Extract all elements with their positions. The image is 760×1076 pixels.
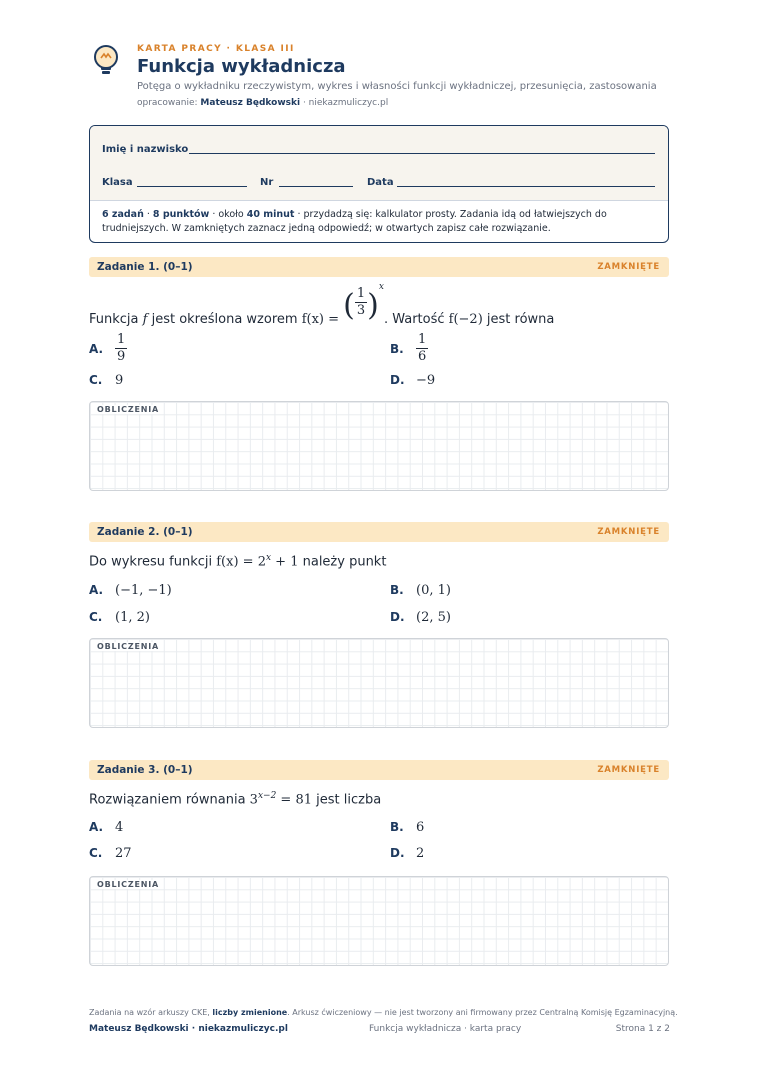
option-value: −9 [416,373,436,388]
q3-exp: x−2 [257,791,277,801]
author-name: Mateusz Będkowski [200,98,301,108]
option-letter: A. [89,583,104,597]
q1-val: f(−2) [448,312,483,327]
option-letter: B. [390,583,404,597]
date-field[interactable] [397,186,655,187]
page-number: Strona 1 z 2 [615,1024,670,1034]
q1-exp: x [378,282,384,292]
footer-title: Funkcja wykładnicza · karta pracy [369,1024,522,1034]
task-2-option-a[interactable] [89,583,172,598]
student-info-box [89,125,669,243]
nr-label: Nr [260,177,274,188]
option-letter: A. [89,820,104,834]
task-1-type-badge: ZAMKNIĘTE [597,262,660,272]
task-3-option-b[interactable] [390,820,424,835]
footer-note-pre: Zadania na wzór arkuszy CKE, [89,1008,213,1017]
name-field[interactable] [189,153,655,154]
info-mid: · około [209,209,247,220]
q1-mid: jest określona wzorem [147,312,302,327]
worksheet-instructions [102,208,656,236]
task-2-option-b[interactable] [390,583,451,598]
option-value: (0, 1) [416,583,451,598]
footer-note-post: . Arkusz ćwiczeniowy — nie jest tworzony ani firmowany przez Centralną Komisję Egzaminacyjną. [287,1008,678,1017]
info-time: 40 minut [246,209,295,220]
info-tasks: 6 zadań [102,209,144,220]
task-2-option-c[interactable] [89,610,150,625]
task-1-option-d[interactable] [390,373,435,388]
task-3-question [89,791,381,807]
q1-f: f [142,312,148,327]
task-1-option-a[interactable] [89,332,127,365]
author-line [137,98,388,108]
task-2-option-d[interactable] [390,610,451,625]
date-label: Data [367,177,394,188]
task-1-work-area[interactable] [89,401,669,491]
option-value: 2 [416,846,425,861]
option-value: 27 [115,846,132,861]
task-2-label: Zadanie 2. (0–1) [97,526,193,538]
option-fraction [115,332,127,365]
worksheet-kicker: KARTA PRACY · KLASA III [137,44,295,54]
task-1-option-b[interactable] [390,332,428,365]
option-letter: C. [89,610,103,624]
info-points: 8 punktów [152,209,210,220]
q2-tail: + 1 [271,554,299,570]
work-area-label: OBLICZENIA [97,405,159,414]
option-letter: D. [390,846,405,860]
task-1-label: Zadanie 1. (0–1) [97,261,193,273]
author-prefix: opracowanie: [137,98,198,108]
q1-fraction [355,286,367,319]
q1-end: jest równa [482,312,555,327]
option-fraction [416,332,428,365]
task-3-option-d[interactable] [390,846,424,861]
student-fields [90,126,668,201]
class-label: Klasa [102,177,133,188]
task-1-header [89,257,669,277]
option-letter: C. [89,373,103,387]
work-area-label: OBLICZENIA [97,880,159,889]
q1-pre: Funkcja [89,312,143,327]
info-rest: · przydadzą się: kalkulator prosty. Zadania idą od łatwiejszych do trudniejszych. W zamkniętych zaznacz jedną odpowiedź; w otwartych zapisz całe rozwiązanie. [102,209,607,234]
option-letter: B. [390,341,404,356]
task-2-header [89,522,669,542]
footer-author: Mateusz Będkowski · niekazmuliczyc.pl [89,1024,288,1034]
option-letter: C. [89,846,103,860]
task-3-work-area[interactable] [89,876,669,966]
option-value: (2, 5) [416,610,451,625]
page-subtitle: Potęga o wykładniku rzeczywistym, wykres i własności funkcji wykładniczej, przesunięcia, zastosowania [137,81,657,92]
option-letter: A. [89,341,104,356]
frac-num: 1 [117,332,126,347]
author-site: · niekazmuliczyc.pl [302,98,389,108]
q1-fx: f(x) = [301,312,339,327]
option-value: (1, 2) [115,610,150,625]
work-area-label: OBLICZENIA [97,642,159,651]
task-2-work-area[interactable] [89,638,669,728]
task-2-question [89,553,386,569]
task-1-question [89,282,555,327]
q1-paren-right: ) [367,288,379,323]
option-letter: D. [390,610,405,624]
q1-post: . Wartość [383,312,449,327]
q2-pre: Do wykresu funkcji [89,554,217,570]
q1-frac-num: 1 [356,286,366,301]
frac-den: 6 [418,349,427,364]
frac-num: 1 [418,332,427,347]
option-value: 9 [115,373,124,388]
task-3-option-a[interactable] [89,820,123,835]
nr-field[interactable] [279,186,353,187]
option-letter: D. [390,373,405,387]
task-3-type-badge: ZAMKNIĘTE [597,765,660,775]
task-3-option-c[interactable] [89,846,132,861]
option-value: 4 [115,820,124,835]
lightbulb-logo-icon [92,44,120,78]
frac-den: 9 [117,349,126,364]
task-3-header [89,760,669,780]
class-field[interactable] [137,186,247,187]
q3-base: 3 [249,792,258,808]
q3-tail: = 81 [276,792,312,808]
option-value: 6 [416,820,425,835]
info-sep: · [143,209,153,220]
option-value: (−1, −1) [115,583,172,598]
q3-end: jest liczba [312,792,382,808]
task-1-option-c[interactable] [89,373,123,388]
task-2-type-badge: ZAMKNIĘTE [597,527,660,537]
q2-exp: x [265,553,272,563]
footer-note-bold: liczby zmienione [212,1008,288,1017]
task-3-label: Zadanie 3. (0–1) [97,764,193,776]
page-title: Funkcja wykładnicza [137,56,346,77]
option-letter: B. [390,820,404,834]
name-label: Imię i nazwisko [102,144,189,155]
q1-paren-left: ( [343,288,355,323]
footer-disclaimer [89,1008,678,1017]
q1-frac-den: 3 [356,303,366,318]
q2-fx: f(x) = 2 [216,554,266,570]
q2-end: należy punkt [298,554,387,570]
q3-pre: Rozwiązaniem równania [89,792,250,808]
